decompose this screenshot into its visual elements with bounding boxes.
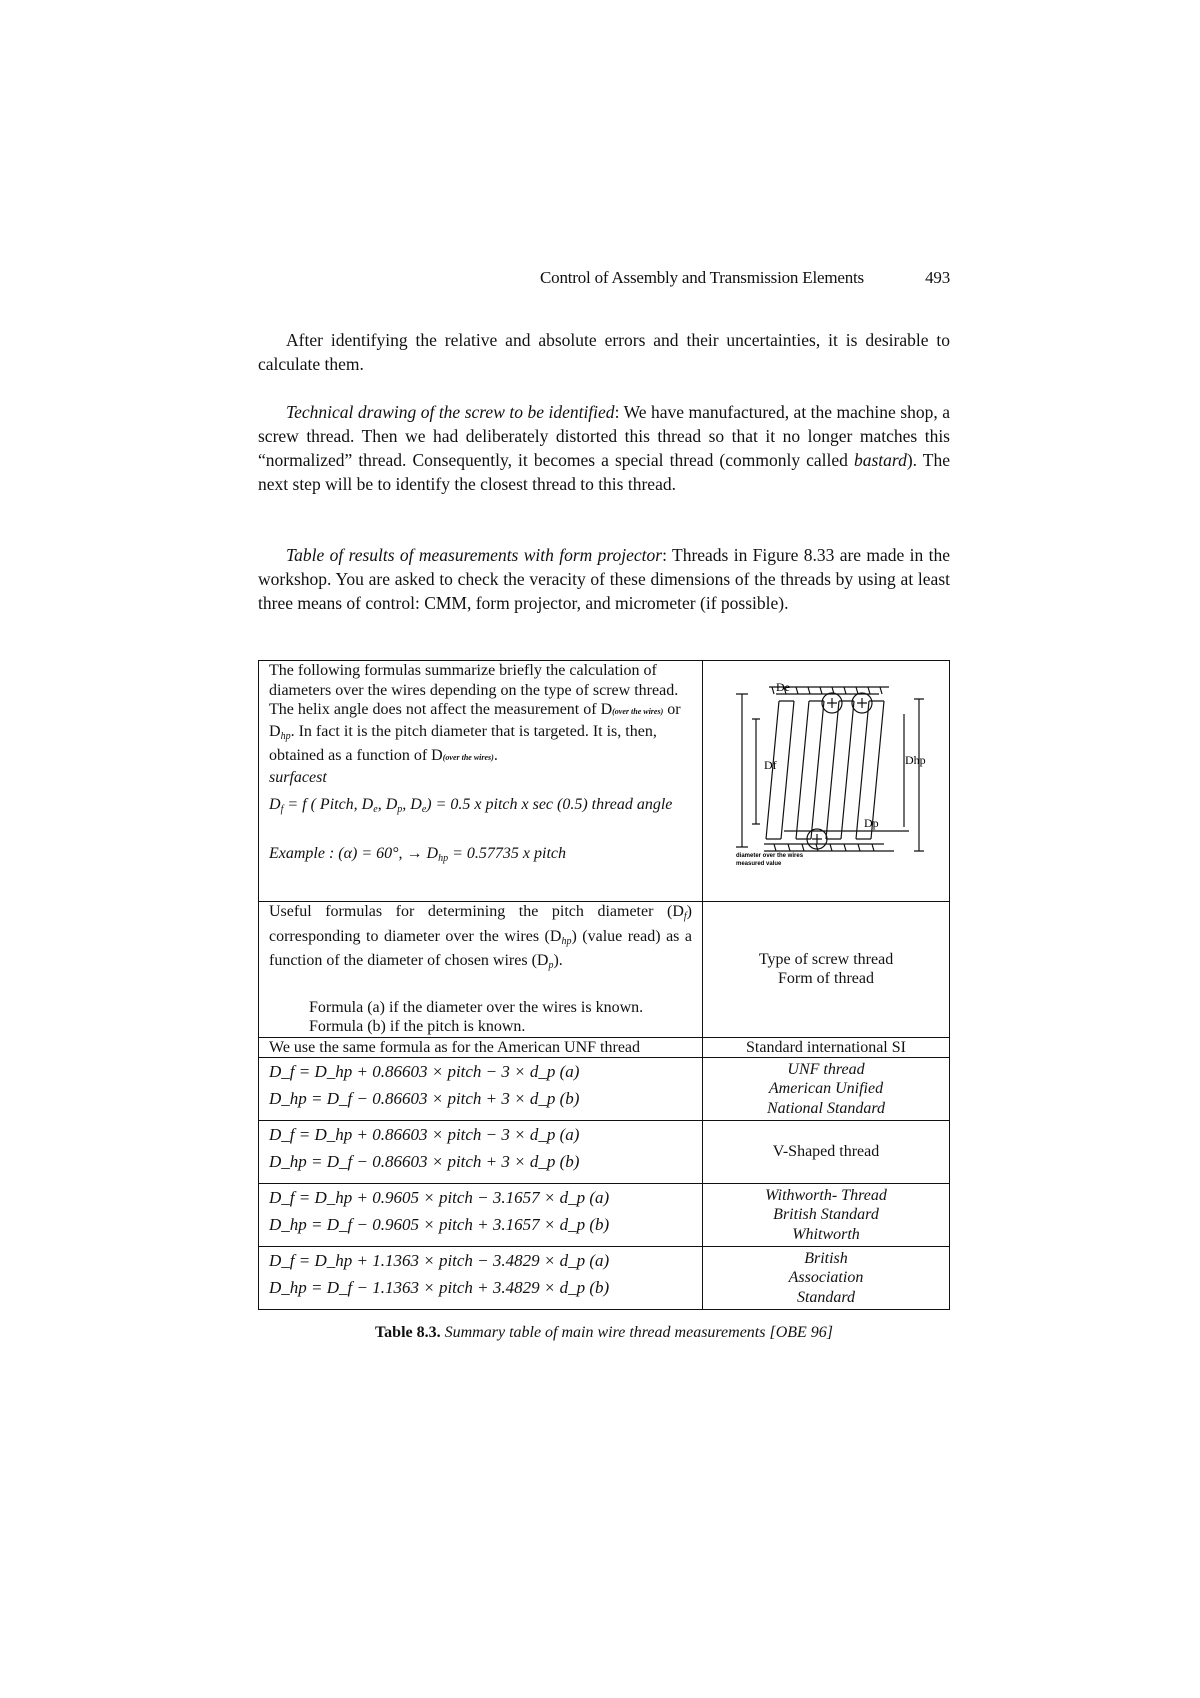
formula-b-note: Formula (b) if the pitch is known. [309,1018,526,1035]
intro-hp: hp [280,730,291,742]
formula-a-note: Formula (a) if the diameter over the wires is known. [309,998,644,1016]
example-hp: hp [438,852,449,864]
whitworth-type-3: Whitworth [792,1225,860,1243]
label-dp: Dp [863,816,879,830]
formula-rest2: , D [377,796,398,813]
whitworth-type-cell [703,1184,950,1247]
ba-type-cell [703,1247,950,1310]
table-row-intro [259,661,950,902]
formula-p: p [397,804,403,815]
paragraph-errors [258,328,950,376]
formula-rest: = f ( Pitch, D [283,796,374,813]
useful-formulas-text [269,902,692,976]
paragraph-technical-end: ). The next step will be to identify the closest thread to this thread. [258,450,950,494]
table-row-british-association [259,1247,950,1310]
table-caption [258,1324,950,1342]
formula-rest3: , D [402,796,422,813]
example-formula [269,844,692,869]
caption-label: Table 8.3. [374,1324,441,1341]
thread-measurement-table [258,660,950,1310]
same-formula-cell: We use the same formula as for the American UNF thread [259,1037,703,1058]
table-row-useful-formulas [259,902,950,1038]
formula-e2: e [421,804,427,815]
formula-d: D [269,796,281,813]
ba-equations-cell [259,1247,703,1310]
type-heading-cell [703,902,950,1038]
useful-f: f [683,911,687,922]
running-title: Control of Assembly and Transmission Elements [540,268,864,287]
useful-formulas-cell [259,902,703,1038]
useful-c: ) (value read) as a function of the diameter of chosen wires (D [269,927,693,969]
formula-e: e [373,804,378,815]
thread-diagram-cell [703,661,950,902]
whitworth-eq-b: D_hp = D_f − 0.9605 × pitch + 3.1657 × d_p (b) [269,1215,610,1234]
table-row-unf [259,1058,950,1121]
whitworth-equations-cell [259,1184,703,1247]
paragraph-results-lead: Table of results of measurements with form projector [286,545,663,565]
whitworth-type-1: Withworth- Thread [765,1186,887,1204]
unf-equations-cell [259,1058,703,1121]
label-df: Df [763,758,777,772]
paragraph-technical-lead: Technical drawing of the screw to be identified [286,402,615,422]
intro-cell [259,661,703,902]
label-de: De [775,680,790,694]
unf-type-2: American Unified [768,1080,884,1098]
standard-si-cell: Standard international SI [703,1037,950,1058]
ba-type-3: Standard [796,1288,856,1306]
useful-d: ). [553,952,563,969]
ba-eq-a: D_f = D_hp + 1.1363 × pitch − 3.4829 × d_p (a) [269,1251,610,1270]
formula-rest4: ) = 0.5 x pitch x sec (0.5) thread angle [426,796,673,813]
whitworth-eq-a: D_f = D_hp + 0.9605 × pitch − 3.1657 × d_p (a) [269,1188,610,1207]
paragraph-technical-bastard: bastard [853,450,907,470]
intro-over-wires: (over the wires) [612,707,664,716]
v-shaped-equations-cell [259,1121,703,1184]
table-row-v-shaped [259,1121,950,1184]
general-formula [269,795,692,820]
intro-text [269,661,692,768]
ba-type-1: British [804,1249,848,1267]
v-shaped-type-cell [703,1121,950,1184]
label-note-2: measured value [735,861,781,867]
v-shaped-eq-b: D_hp = D_f − 0.86603 × pitch + 3 × d_p (b) [269,1152,580,1171]
label-dhp: Dhp [904,753,926,767]
example-a: Example : (α) = 60°, → D [269,844,439,862]
caption-text: Summary table of main wire thread measurements [OBE 96] [440,1324,834,1341]
label-note-1: diameter over the wires [735,853,803,859]
intro-text-a: The following formulas summarize briefly the calculation of diameters over the wires depending on the type of screw thread. The helix angle does not affect the measurement of D [269,662,679,718]
type-heading-1: Type of screw thread [758,950,894,968]
paragraph-errors-text: After identifying the relative and absolute errors and their uncertainties, it is desirable to calculate them. [258,330,950,374]
useful-a: Useful formulas for determining the pitch diameter (D [269,903,684,920]
intro-text-c: . In fact it is the pitch diameter that is targeted. It is, then, obtained as a function of D [269,722,657,764]
unf-eq-b: D_hp = D_f − 0.86603 × pitch + 3 × d_p (b) [269,1089,580,1108]
v-shaped-eq-a: D_f = D_hp + 0.86603 × pitch − 3 × d_p (a) [269,1125,580,1144]
surfacest-label: surfacest [269,768,327,786]
useful-p: p [548,960,554,971]
table-row-whitworth [259,1184,950,1247]
whitworth-type-2: British Standard [773,1206,879,1224]
paragraph-results-table [258,543,950,615]
paragraph-results-body: : Threads in Figure 8.33 are made in the workshop. You are asked to check the veracity of these dimensions of the threads by using at least three means of control: CMM, form projector, and micrometer (if possible). [258,545,950,613]
intro-text-d: . [493,747,498,764]
intro-over-wires-2: (over the wires) [442,753,494,762]
paragraph-technical-drawing [258,400,950,496]
unf-eq-a: D_f = D_hp + 0.86603 × pitch − 3 × d_p (a) [269,1062,580,1081]
formula-f: f [280,804,284,815]
ba-type-2: Association [788,1269,864,1287]
type-heading-2: Form of thread [778,970,874,988]
running-header [540,268,950,288]
table-row-same-formula [259,1037,950,1058]
useful-hp: hp [561,935,572,947]
v-shaped-type-1: V-Shaped thread [772,1143,880,1161]
thread-wire-diagram [714,669,939,884]
unf-type-3: National Standard [766,1099,886,1117]
unf-type-cell [703,1058,950,1121]
useful-b: ) corresponding to diameter over the wires (D [269,903,692,945]
unf-type-1: UNF thread [787,1060,865,1078]
example-b: = 0.57735 x pitch [448,844,566,862]
intro-text-b: or D [269,701,681,740]
page-number: 493 [925,268,950,287]
ba-eq-b: D_hp = D_f − 1.1363 × pitch + 3.4829 × d_p (b) [269,1278,610,1297]
paragraph-technical-body: : We have manufactured, at the machine shop, a screw thread. Then we had deliberately distorted this thread so that it no longer matches this “normalized” thread. Consequently, it becomes a special thread (commonly called [258,402,950,470]
